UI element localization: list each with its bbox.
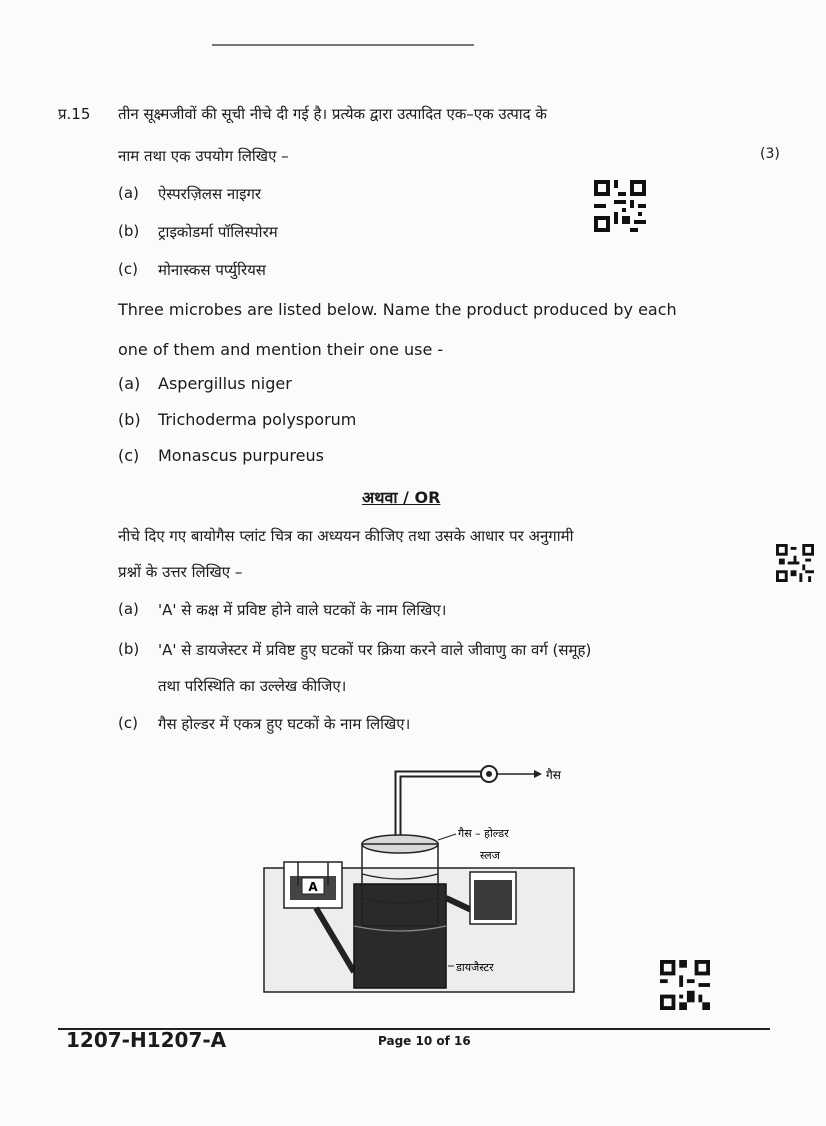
qr-code-icon <box>776 544 814 582</box>
hindi-item-c-label: (c) <box>118 260 138 278</box>
hindi-item-a: ऐस्परज़िलस नाइगर <box>158 185 262 203</box>
page-number: Page 10 of 16 <box>378 1034 471 1048</box>
qr-code-icon <box>594 180 646 232</box>
label-gas-holder: गैस – होल्डर <box>458 827 509 840</box>
question-hindi-line1: तीन सूक्ष्मजीवों की सूची नीचे दी गई है। प्रत्येक द्वारा उत्पादित एक–एक उत्पाद के <box>118 105 547 123</box>
hindi-item-c: मोनास्कस पर्प्युरियस <box>158 261 266 279</box>
alt-item-c: गैस होल्डर में एकत्र हुए घटकों के नाम लिखिए। <box>158 715 411 733</box>
alt-item-b: 'A' से डायजेस्टर में प्रविष्ट हुए घटकों पर क्रिया करने वाले जीवाणु का वर्ग (समूह) <box>158 641 592 659</box>
alt-item-b-continued: तथा परिस्थिति का उल्लेख कीजिए। <box>158 677 347 695</box>
qr-code-icon <box>660 960 710 1010</box>
english-item-c: Monascus purpureus <box>158 446 324 465</box>
english-item-b: Trichoderma polysporum <box>158 410 357 429</box>
english-item-a-label: (a) <box>118 374 141 393</box>
label-a: A <box>308 880 318 894</box>
question-english-line1: Three microbes are listed below. Name the product produced by each <box>118 300 677 319</box>
alt-intro-line1: नीचे दिए गए बायोगैस प्लांट चित्र का अध्ययन कीजिए तथा उसके आधार पर अनुगामी <box>118 527 574 545</box>
label-digester: डायजैस्टर <box>456 961 494 974</box>
question-hindi-line2: नाम तथा एक उपयोग लिखिए – <box>118 147 289 165</box>
hindi-item-a-label: (a) <box>118 184 139 202</box>
hindi-item-b-label: (b) <box>118 222 140 240</box>
top-rule <box>212 44 474 46</box>
alt-item-b-label: (b) <box>118 640 140 658</box>
alt-item-a: 'A' से कक्ष में प्रविष्ट होने वाले घटकों के नाम लिखिए। <box>158 601 447 619</box>
biogas-plant-diagram <box>258 764 588 1014</box>
alt-item-a-label: (a) <box>118 600 139 618</box>
hindi-item-b: ट्राइकोडर्मा पॉलिस्पोरम <box>158 223 278 241</box>
or-heading: अथवा / OR <box>362 488 441 507</box>
question-english-line2: one of them and mention their one use - <box>118 340 444 359</box>
label-sludge: स्लज <box>480 849 500 862</box>
english-item-b-label: (b) <box>118 410 141 429</box>
question-marks: (3) <box>760 146 780 162</box>
label-gas: गैस <box>546 768 561 782</box>
alt-intro-line2: प्रश्नों के उत्तर लिखिए – <box>118 563 243 581</box>
alt-item-c-label: (c) <box>118 714 138 732</box>
question-number: प्र.15 <box>58 105 91 123</box>
english-item-a: Aspergillus niger <box>158 374 292 393</box>
paper-code: 1207-H1207-A <box>66 1028 227 1052</box>
english-item-c-label: (c) <box>118 446 140 465</box>
